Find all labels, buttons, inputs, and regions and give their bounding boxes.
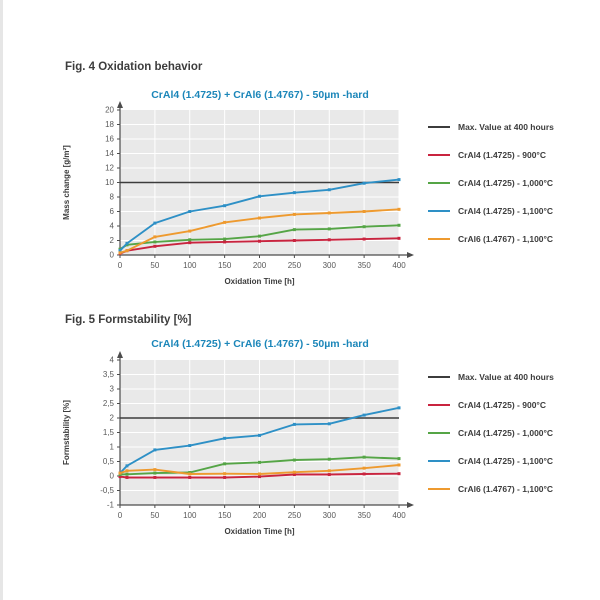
data-point-marker [328, 238, 331, 241]
data-point-marker [328, 469, 331, 472]
legend-item [428, 482, 578, 496]
data-point-marker [293, 423, 296, 426]
y-tick-label: 4 [109, 355, 114, 365]
legend-item [428, 232, 578, 246]
y-axis-arrow-icon [117, 351, 123, 358]
data-point-marker [258, 195, 261, 198]
oxidation-chart-title: CrAl4 (1.4725) + CrAl6 (1.4767) - 50µm -hard [151, 89, 369, 101]
legend-label: CrAl4 (1.4725) - 900°C [458, 150, 546, 160]
data-point-marker [328, 473, 331, 476]
legend-swatch-line [428, 154, 450, 156]
data-point-marker [398, 472, 401, 475]
legend-label: CrAl6 (1.4767) - 1,100°C [458, 234, 554, 244]
data-point-marker [223, 437, 226, 440]
legend-swatch-line [428, 404, 450, 406]
data-point-marker [188, 210, 191, 213]
data-point-marker [258, 217, 261, 220]
data-point-marker [125, 464, 128, 467]
y-axis-title: Formstability [%] [62, 400, 71, 465]
data-point-marker [125, 249, 128, 252]
x-tick-label: 50 [150, 511, 160, 520]
data-point-marker [188, 476, 191, 479]
data-point-marker [293, 213, 296, 216]
y-tick-label: 2 [109, 413, 114, 423]
data-point-marker [328, 458, 331, 461]
legend-swatch-line [428, 376, 450, 378]
x-tick-label: 300 [322, 511, 336, 520]
data-point-marker [153, 235, 156, 238]
x-tick-label: 100 [183, 511, 197, 520]
y-tick-label: -0,5 [100, 486, 114, 495]
x-tick-label: 250 [287, 511, 302, 520]
data-point-marker [363, 225, 366, 228]
data-point-marker [328, 188, 331, 191]
data-point-marker [223, 204, 226, 207]
data-point-marker [258, 240, 261, 243]
formstability-chart [55, 350, 405, 550]
legend-swatch-line [428, 238, 450, 240]
data-point-marker [188, 472, 191, 475]
y-tick-label: 14 [105, 149, 114, 158]
x-tick-label: 350 [357, 511, 371, 520]
data-point-marker [293, 471, 296, 474]
formstability-chart-legend [428, 370, 578, 510]
y-tick-label: 3,5 [102, 370, 114, 379]
y-tick-label: 0,5 [102, 457, 114, 466]
data-point-marker [363, 456, 366, 459]
data-point-marker [293, 459, 296, 462]
figure5-heading: Fig. 5 Formstability [%] [65, 314, 192, 326]
data-point-marker [223, 462, 226, 465]
data-point-marker [223, 238, 226, 241]
data-point-marker [363, 238, 366, 241]
x-tick-label: 150 [217, 511, 232, 520]
page-left-edge [0, 0, 3, 600]
y-tick-label: -1 [106, 500, 114, 510]
x-tick-label: 0 [117, 511, 123, 520]
x-tick-label: 50 [150, 261, 160, 270]
data-point-marker [119, 472, 122, 475]
data-point-marker [398, 224, 401, 227]
data-point-marker [363, 182, 366, 185]
data-point-marker [223, 221, 226, 224]
legend-item [428, 120, 578, 134]
data-point-marker [153, 240, 156, 243]
y-tick-label: 8 [109, 192, 114, 202]
data-point-marker [153, 472, 156, 475]
data-point-marker [188, 238, 191, 241]
figure4-heading: Fig. 4 Oxidation behavior [65, 61, 203, 73]
y-axis-arrow-icon [117, 101, 123, 108]
legend-label: CrAl4 (1.4725) - 1,100°C [458, 456, 554, 466]
x-tick-label: 200 [252, 511, 267, 520]
y-tick-label: 0 [109, 471, 114, 481]
y-tick-label: 12 [105, 163, 114, 173]
legend-swatch-line [428, 126, 450, 128]
data-point-marker [328, 227, 331, 230]
x-axis-arrow-icon [407, 502, 414, 508]
data-point-marker [398, 208, 401, 211]
data-point-marker [293, 191, 296, 194]
data-point-marker [125, 469, 128, 472]
data-point-marker [398, 178, 401, 181]
legend-swatch-line [428, 460, 450, 462]
y-tick-label: 20 [105, 105, 114, 115]
data-point-marker [119, 251, 122, 254]
legend-label: Max. Value at 400 hours [458, 372, 554, 382]
x-tick-label: 350 [357, 261, 371, 270]
data-point-marker [153, 222, 156, 225]
legend-label: CrAl4 (1.4725) - 1,100°C [458, 206, 554, 216]
y-tick-label: 1,5 [102, 428, 114, 437]
y-tick-label: 3 [109, 384, 114, 394]
y-tick-label: 2,5 [102, 399, 114, 408]
data-point-marker [125, 242, 128, 245]
data-point-marker [223, 476, 226, 479]
legend-swatch-line [428, 210, 450, 212]
x-tick-label: 400 [392, 261, 406, 270]
x-axis-title: Oxidation Time [h] [224, 277, 295, 286]
x-tick-label: 0 [117, 261, 123, 270]
data-point-marker [223, 240, 226, 243]
data-point-marker [153, 476, 156, 479]
legend-swatch-line [428, 432, 450, 434]
legend-label: CrAl4 (1.4725) - 900°C [458, 400, 546, 410]
data-point-marker [293, 228, 296, 231]
data-point-marker [153, 448, 156, 451]
y-tick-label: 6 [109, 207, 114, 216]
data-point-marker [398, 406, 401, 409]
y-tick-label: 18 [105, 120, 114, 129]
x-axis-title: Oxidation Time [h] [224, 527, 295, 536]
legend-item [428, 204, 578, 218]
legend-swatch-line [428, 488, 450, 490]
y-tick-label: 10 [105, 178, 114, 187]
data-point-marker [223, 472, 226, 475]
data-point-marker [188, 241, 191, 244]
data-point-marker [258, 472, 261, 475]
legend-label: CrAl4 (1.4725) - 1,000°C [458, 428, 554, 438]
x-tick-label: 200 [252, 261, 267, 270]
legend-swatch-line [428, 182, 450, 184]
y-axis-title: Mass change [g/m²] [62, 145, 71, 220]
x-tick-label: 250 [287, 261, 302, 270]
data-point-marker [125, 473, 128, 476]
y-tick-label: 2 [109, 236, 114, 245]
data-point-marker [363, 467, 366, 470]
x-tick-label: 400 [392, 511, 406, 520]
data-point-marker [363, 414, 366, 417]
legend-label: Max. Value at 400 hours [458, 122, 554, 132]
x-tick-label: 150 [217, 261, 232, 270]
data-point-marker [153, 468, 156, 471]
y-tick-label: 4 [109, 221, 114, 231]
formstability-chart-title: CrAl4 (1.4725) + CrAl6 (1.4767) - 50µm -hard [151, 338, 369, 350]
data-point-marker [293, 239, 296, 242]
data-point-marker [188, 444, 191, 447]
data-point-marker [258, 475, 261, 478]
x-tick-label: 300 [322, 261, 336, 270]
data-point-marker [188, 230, 191, 233]
data-point-marker [363, 210, 366, 213]
data-point-marker [398, 237, 401, 240]
legend-item [428, 148, 578, 162]
data-point-marker [258, 461, 261, 464]
oxidation-chart [55, 100, 405, 300]
x-tick-label: 100 [183, 261, 197, 270]
y-tick-label: 16 [105, 134, 114, 144]
data-point-marker [363, 472, 366, 475]
oxidation-chart-legend [428, 120, 578, 260]
x-axis-arrow-icon [407, 252, 414, 258]
legend-item [428, 426, 578, 440]
legend-item [428, 398, 578, 412]
data-point-marker [258, 235, 261, 238]
legend-item [428, 370, 578, 384]
data-point-marker [125, 476, 128, 479]
legend-label: CrAl4 (1.4725) - 1,000°C [458, 178, 554, 188]
legend-item [428, 176, 578, 190]
legend-item [428, 454, 578, 468]
data-point-marker [258, 434, 261, 437]
y-tick-label: 1 [109, 442, 114, 452]
data-point-marker [328, 211, 331, 214]
data-point-marker [398, 463, 401, 466]
data-point-marker [398, 457, 401, 460]
data-point-marker [328, 422, 331, 425]
y-tick-label: 0 [109, 250, 114, 260]
legend-label: CrAl6 (1.4767) - 1,100°C [458, 484, 554, 494]
data-point-marker [153, 245, 156, 248]
